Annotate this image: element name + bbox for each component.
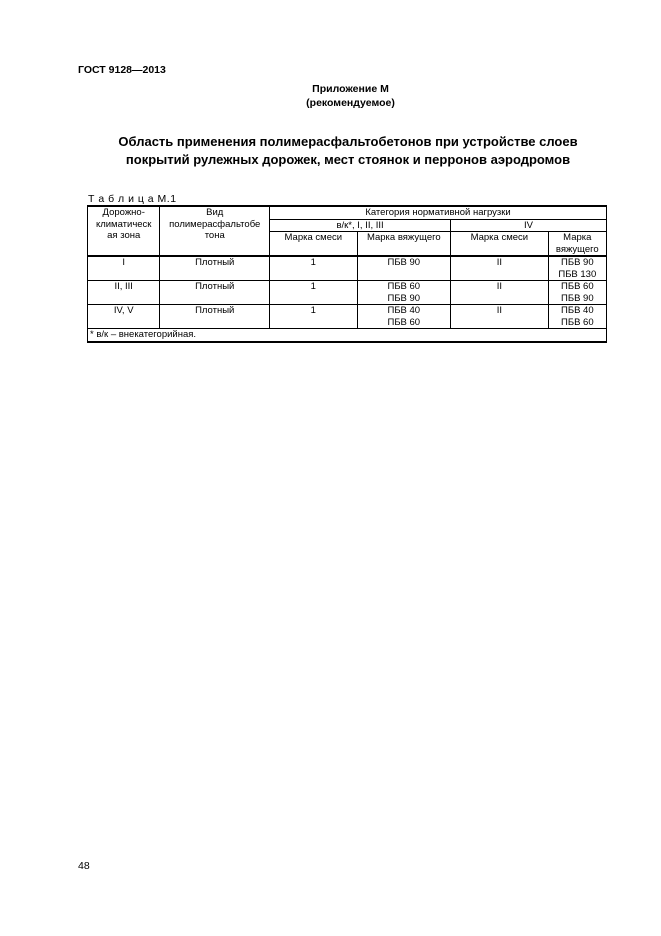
binder-value: ПБВ 60 <box>387 316 421 328</box>
cell-mix-2: II <box>451 281 549 305</box>
header-binder-grade-2 <box>548 232 606 257</box>
binder-value: ПБВ 90 <box>387 257 421 268</box>
cell-mix-2: II <box>451 305 549 329</box>
cell-binder-2 <box>548 281 606 305</box>
binder-value: ПБВ 40 <box>387 305 421 316</box>
appendix-note: (рекомендуемое) <box>306 97 395 109</box>
cell-mix-1: 1 <box>270 305 358 329</box>
table-header-row-1 <box>88 206 607 219</box>
header-sub-category-1: в/к*, I, II, III <box>270 219 451 232</box>
cell-mix-1: 1 <box>270 281 358 305</box>
cell-mix-1: 1 <box>270 256 358 281</box>
cell-type: Плотный <box>160 256 270 281</box>
data-table <box>87 205 607 343</box>
cell-binder-1 <box>357 256 451 281</box>
header-binder-grade-1: Марка вяжущего <box>357 232 451 257</box>
header-type-line: полимерасфальтобе <box>169 218 261 230</box>
cell-mix-2: II <box>451 256 549 281</box>
header-zone-line: климатическ <box>95 218 152 230</box>
appendix-title: Приложение М <box>312 83 389 95</box>
cell-type: Плотный <box>160 305 270 329</box>
header-mix-grade-2: Марка смеси <box>451 232 549 257</box>
header-category: Категория нормативной нагрузки <box>270 206 607 219</box>
heading-line-2: покрытий рулежных дорожек, мест стоянок и перронов аэродромов <box>125 151 571 167</box>
binder-value: ПБВ 60 <box>387 281 421 292</box>
header-type-line: тона <box>204 230 225 241</box>
header-type <box>160 206 270 256</box>
cell-binder-2 <box>548 305 606 329</box>
binder-value: ПБВ 90 <box>561 257 594 268</box>
cell-zone: I <box>88 256 160 281</box>
cell-zone: IV, V <box>88 305 160 329</box>
table-footnote: * в/к – внекатегорийная. <box>88 329 607 342</box>
table-row <box>88 256 607 281</box>
cell-binder-1 <box>357 281 451 305</box>
binder-value: ПБВ 40 <box>561 305 594 316</box>
table-label: Т а б л и ц а М.1 <box>88 193 177 205</box>
header-zone-line: ая зона <box>107 230 141 241</box>
table-row <box>88 305 607 329</box>
binder-value: ПБВ 130 <box>558 268 597 280</box>
header-binder-line: Марка <box>563 232 592 243</box>
cell-type: Плотный <box>160 281 270 305</box>
header-mix-grade-1: Марка смеси <box>270 232 358 257</box>
header-sub-category-2: IV <box>451 219 607 232</box>
document-code: ГОСТ 9128—2013 <box>78 64 166 76</box>
header-zone-line: Дорожно- <box>102 207 145 218</box>
binder-value: ПБВ 90 <box>387 292 421 304</box>
table-row <box>88 281 607 305</box>
cell-binder-1 <box>357 305 451 329</box>
binder-value: ПБВ 90 <box>561 292 594 304</box>
header-zone <box>88 206 160 256</box>
section-heading <box>88 133 608 168</box>
cell-zone: II, III <box>88 281 160 305</box>
binder-value: ПБВ 60 <box>561 281 594 292</box>
header-binder-line: вяжущего <box>555 243 599 255</box>
heading-line-1: Область применения полимерасфальтобетонов при устройстве слоев <box>118 134 578 149</box>
page-number: 48 <box>78 860 90 872</box>
cell-binder-2 <box>548 256 606 281</box>
table-footnote-row <box>88 329 607 342</box>
binder-value: ПБВ 60 <box>561 316 594 328</box>
header-type-line: Вид <box>206 207 224 218</box>
